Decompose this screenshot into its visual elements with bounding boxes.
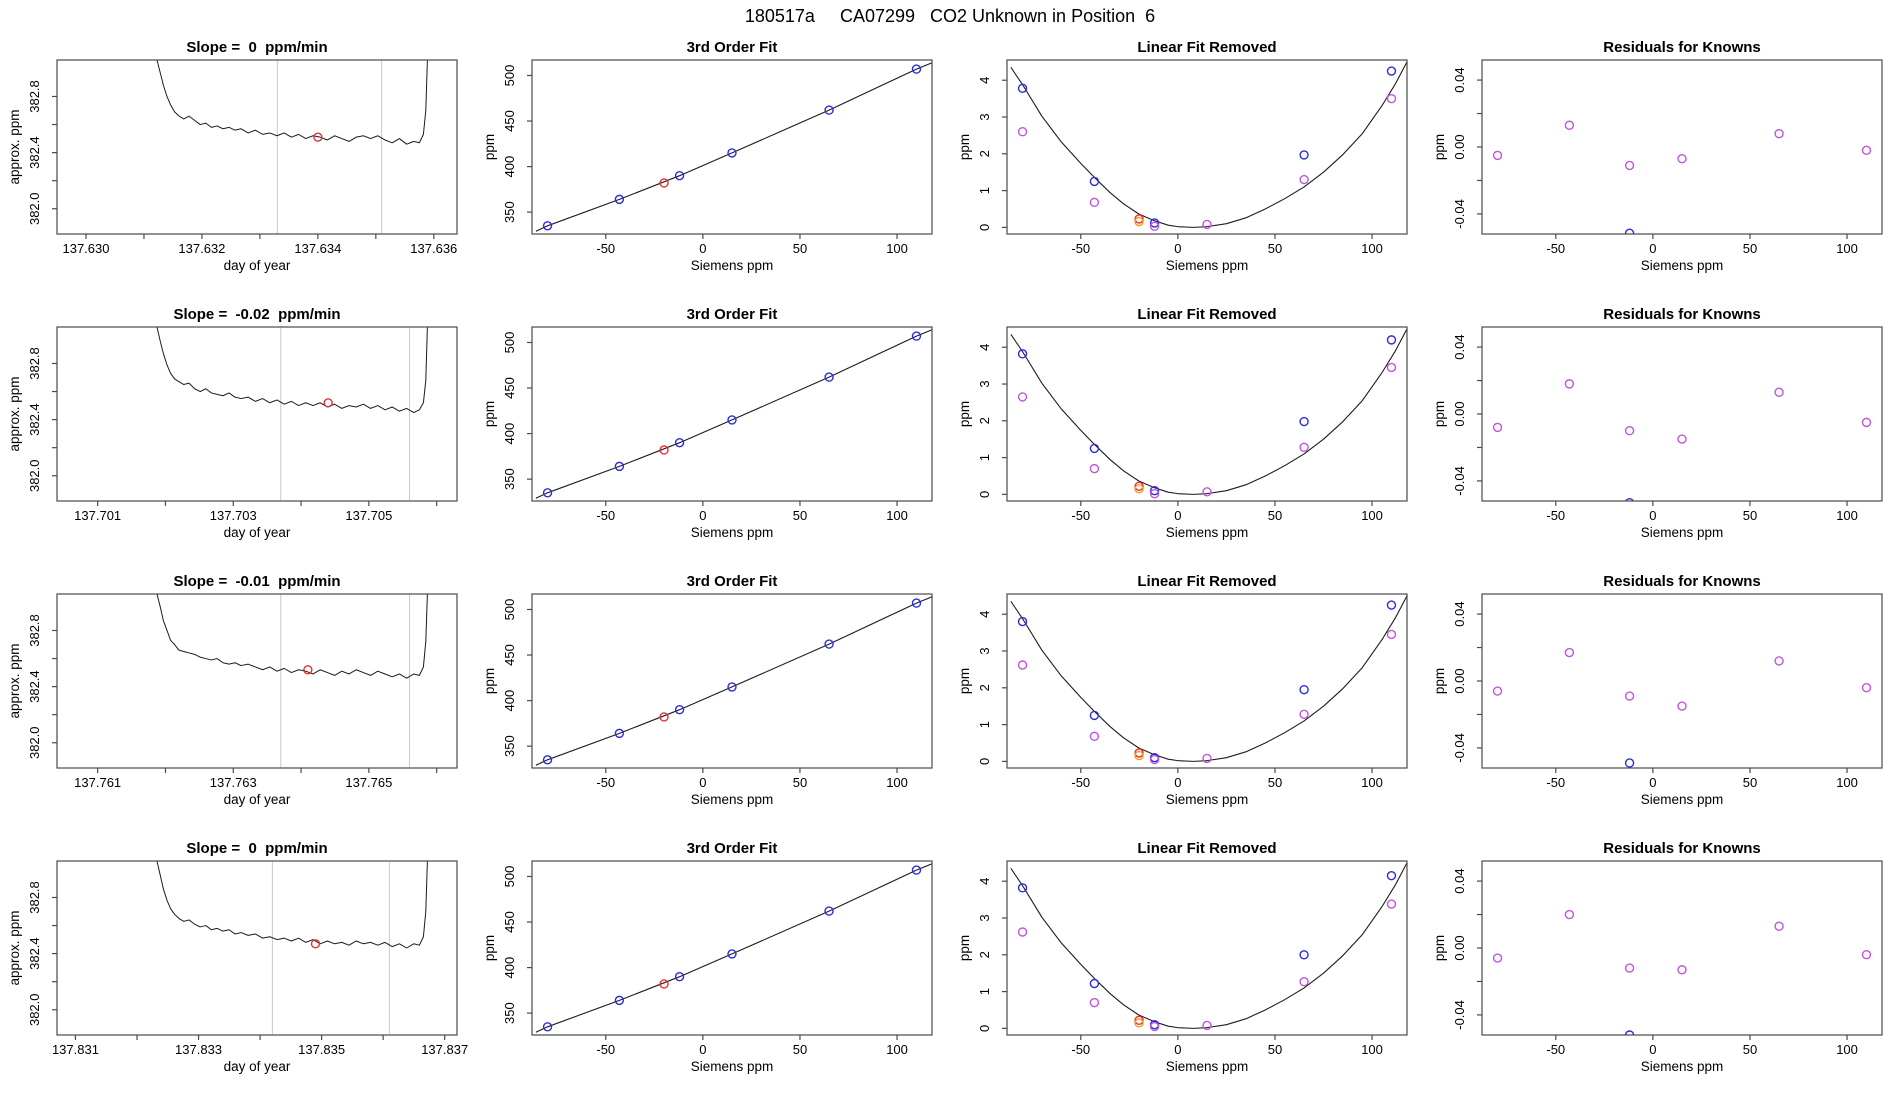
x-tick-label: 137.763 xyxy=(209,775,257,790)
known-corrected-point xyxy=(1090,198,1098,206)
x-tick-label: 100 xyxy=(1361,1042,1383,1057)
sample-marker xyxy=(304,666,312,674)
plot-box xyxy=(57,327,457,501)
signal-trace xyxy=(157,594,427,678)
y-tick-label: 350 xyxy=(502,201,517,223)
x-tick-label: 0 xyxy=(1174,241,1182,256)
plot-box xyxy=(57,60,457,234)
y-tick-label: 500 xyxy=(502,865,517,888)
y-tick-label: 450 xyxy=(502,644,517,666)
y-tick-label: 2 xyxy=(977,684,992,692)
x-axis-label: Siemens ppm xyxy=(1165,1059,1249,1074)
known-point xyxy=(1090,177,1098,185)
known-corrected-point xyxy=(1203,1021,1211,1029)
panel-row4-residuals-for-knowns xyxy=(1425,837,1900,1100)
y-tick-label: 0.00 xyxy=(1452,935,1467,961)
known-corrected-point xyxy=(1019,661,1027,669)
x-axis-label: day of year xyxy=(223,525,291,540)
x-tick-label: 137.831 xyxy=(51,1042,99,1057)
plot-box xyxy=(1007,861,1407,1035)
y-tick-label: 0.04 xyxy=(1452,67,1467,93)
known-point xyxy=(1387,67,1395,75)
x-tick-label: 50 xyxy=(1742,775,1758,790)
signal-trace xyxy=(157,60,427,144)
x-axis-label: Siemens ppm xyxy=(690,1059,774,1074)
plot-box xyxy=(1482,60,1882,234)
known-point xyxy=(1090,711,1098,719)
y-axis-label: approx. ppm xyxy=(7,376,22,452)
x-tick-label: 0 xyxy=(1649,508,1657,523)
fit-line xyxy=(536,330,932,499)
plot-box xyxy=(532,60,932,234)
known-point xyxy=(1387,601,1395,609)
residual-point xyxy=(1862,146,1870,154)
x-tick-label: 100 xyxy=(886,1042,908,1057)
known-corrected-point xyxy=(1387,900,1395,908)
y-tick-label: 450 xyxy=(502,110,517,132)
x-tick-label: 137.761 xyxy=(74,775,122,790)
x-tick-label: 0 xyxy=(1649,1042,1657,1057)
y-tick-label: 382.8 xyxy=(27,614,42,647)
residual-point xyxy=(1494,954,1502,962)
x-tick-label: -50 xyxy=(1546,508,1566,523)
known-corrected-point xyxy=(1090,999,1098,1007)
panel-row3-linear-fit-removed xyxy=(950,570,1425,837)
x-axis-label: day of year xyxy=(223,258,291,273)
x-tick-label: 137.701 xyxy=(74,508,122,523)
x-tick-label: 0 xyxy=(1649,775,1657,790)
x-tick-label: -50 xyxy=(596,775,616,790)
y-tick-label: 2 xyxy=(977,150,992,158)
residual-point xyxy=(1494,423,1502,431)
x-tick-label: 137.705 xyxy=(345,508,393,523)
y-tick-label: 382.4 xyxy=(27,670,42,703)
plot-box xyxy=(57,594,457,768)
y-tick-label: 382.4 xyxy=(27,937,42,970)
known-corrected-point xyxy=(1203,488,1211,496)
y-axis-label: ppm xyxy=(957,400,972,428)
residual-point xyxy=(1862,951,1870,959)
y-tick-label: 0.04 xyxy=(1452,334,1467,360)
sample-marker xyxy=(324,399,332,407)
residual-outlier-point xyxy=(1626,759,1634,767)
plot-box xyxy=(532,861,932,1035)
known-corrected-point xyxy=(1019,928,1027,936)
panel-row4-3rd-order-fit xyxy=(475,837,950,1100)
y-tick-label: -0.04 xyxy=(1452,466,1467,496)
y-tick-label: 1 xyxy=(977,453,992,462)
x-tick-label: -50 xyxy=(1071,241,1091,256)
x-axis-label: Siemens ppm xyxy=(1640,258,1724,273)
x-axis-label: day of year xyxy=(223,792,291,807)
residual-outlier-point xyxy=(1626,229,1634,237)
x-tick-label: -50 xyxy=(1071,775,1091,790)
panel-title: Linear Fit Removed xyxy=(1137,573,1277,590)
y-tick-label: 382.8 xyxy=(27,80,42,113)
fit-line xyxy=(536,63,932,232)
y-axis-label: approx. ppm xyxy=(7,643,22,719)
x-tick-label: 0 xyxy=(699,775,707,790)
panel-row2-timeseries xyxy=(0,303,475,570)
residual-point xyxy=(1775,922,1783,930)
y-tick-label: -0.04 xyxy=(1452,199,1467,229)
y-tick-label: 3 xyxy=(977,647,992,655)
x-tick-label: 50 xyxy=(1742,508,1758,523)
panel-row3-timeseries xyxy=(0,570,475,837)
y-tick-label: 0 xyxy=(977,223,992,231)
panel-row3-residuals-for-knowns xyxy=(1425,570,1900,837)
residual-point xyxy=(1775,388,1783,396)
x-tick-label: 100 xyxy=(1361,775,1383,790)
panel-title: 3rd Order Fit xyxy=(686,573,778,590)
plot-grid xyxy=(0,36,1900,1100)
residual-point xyxy=(1565,380,1573,388)
known-corrected-point xyxy=(1203,754,1211,762)
x-tick-label: 0 xyxy=(1174,775,1182,790)
x-tick-label: -50 xyxy=(596,508,616,523)
y-tick-label: 382.0 xyxy=(27,192,42,226)
y-tick-label: 382.4 xyxy=(27,136,42,169)
x-tick-label: 0 xyxy=(1174,1042,1182,1057)
y-axis-label: ppm xyxy=(482,934,497,962)
residual-point xyxy=(1678,435,1686,443)
known-corrected-point xyxy=(1387,95,1395,103)
y-axis-label: approx. ppm xyxy=(7,109,22,185)
x-tick-label: 50 xyxy=(1742,241,1758,256)
panel-title: Slope = 0 ppm/min xyxy=(186,840,328,857)
y-tick-label: 2 xyxy=(977,417,992,425)
x-tick-label: 100 xyxy=(1361,241,1383,256)
y-tick-label: 350 xyxy=(502,468,517,490)
x-axis-label: Siemens ppm xyxy=(1640,1059,1724,1074)
x-tick-label: 0 xyxy=(699,508,707,523)
x-tick-label: 0 xyxy=(1174,508,1182,523)
panel-row2-residuals-for-knowns xyxy=(1425,303,1900,570)
x-tick-label: 137.630 xyxy=(62,241,110,256)
residual-curve xyxy=(1011,62,1407,228)
residual-point xyxy=(1626,161,1634,169)
panel-row4-linear-fit-removed xyxy=(950,837,1425,1100)
residual-curve xyxy=(1011,596,1407,762)
x-tick-label: -50 xyxy=(1546,241,1566,256)
x-axis-label: Siemens ppm xyxy=(1165,792,1249,807)
y-tick-label: 4 xyxy=(977,343,992,351)
x-tick-label: 100 xyxy=(886,508,908,523)
y-tick-label: -0.04 xyxy=(1452,1000,1467,1030)
known-corrected-point xyxy=(1090,732,1098,740)
y-tick-label: 0.04 xyxy=(1452,601,1467,627)
y-tick-label: 400 xyxy=(502,689,517,712)
y-tick-label: 3 xyxy=(977,380,992,388)
page-title: 180517a CA07299 CO2 Unknown in Position 6 xyxy=(744,6,1156,26)
x-tick-label: 137.835 xyxy=(298,1042,346,1057)
y-axis-label: ppm xyxy=(957,133,972,161)
x-tick-label: 0 xyxy=(699,1042,707,1057)
x-tick-label: 50 xyxy=(792,241,808,256)
panel-title: Residuals for Knowns xyxy=(1603,306,1761,323)
known-point xyxy=(1387,336,1395,344)
x-axis-label: day of year xyxy=(223,1059,291,1074)
residual-point xyxy=(1775,657,1783,665)
panel-title: Slope = 0 ppm/min xyxy=(186,39,328,56)
y-tick-label: 4 xyxy=(977,610,992,618)
residual-point xyxy=(1494,151,1502,159)
known-corrected-point xyxy=(1387,363,1395,371)
y-tick-label: 0.00 xyxy=(1452,401,1467,427)
panel-row3-3rd-order-fit xyxy=(475,570,950,837)
y-axis-label: approx. ppm xyxy=(7,910,22,986)
y-axis-label: ppm xyxy=(1432,667,1447,695)
panel-title: Slope = -0.02 ppm/min xyxy=(173,306,341,323)
known-point xyxy=(1300,686,1308,694)
residual-point xyxy=(1626,964,1634,972)
panel-title: Linear Fit Removed xyxy=(1137,39,1277,56)
panel-row2-linear-fit-removed xyxy=(950,303,1425,570)
panel-title: 3rd Order Fit xyxy=(686,840,778,857)
y-axis-label: ppm xyxy=(1432,400,1447,428)
y-tick-label: 382.8 xyxy=(27,881,42,914)
panel-row1-3rd-order-fit xyxy=(475,36,950,303)
plot-box xyxy=(1007,594,1407,768)
y-tick-label: 0 xyxy=(977,757,992,765)
x-tick-label: 50 xyxy=(792,508,808,523)
x-tick-label: 50 xyxy=(792,1042,808,1057)
x-axis-label: Siemens ppm xyxy=(690,792,774,807)
y-tick-label: 350 xyxy=(502,735,517,757)
x-tick-label: 137.765 xyxy=(345,775,393,790)
residual-point xyxy=(1678,702,1686,710)
known-corrected-point xyxy=(1300,176,1308,184)
y-tick-label: 500 xyxy=(502,331,517,354)
y-axis-label: ppm xyxy=(482,133,497,161)
y-axis-label: ppm xyxy=(482,667,497,695)
x-tick-label: 50 xyxy=(1267,1042,1283,1057)
residual-point xyxy=(1565,121,1573,129)
y-tick-label: 0.00 xyxy=(1452,134,1467,160)
known-corrected-point xyxy=(1300,978,1308,986)
plot-box xyxy=(532,594,932,768)
known-point xyxy=(1090,444,1098,452)
known-corrected-point xyxy=(1019,393,1027,401)
plot-box xyxy=(1007,327,1407,501)
known-corrected-point xyxy=(1090,465,1098,473)
residual-curve xyxy=(1011,329,1407,495)
y-tick-label: 500 xyxy=(502,64,517,87)
plot-box xyxy=(1482,594,1882,768)
y-tick-label: 2 xyxy=(977,951,992,959)
panel-title: Residuals for Knowns xyxy=(1603,39,1761,56)
signal-trace xyxy=(157,861,427,948)
x-tick-label: 50 xyxy=(792,775,808,790)
residual-point xyxy=(1862,418,1870,426)
y-tick-label: 0 xyxy=(977,490,992,498)
x-tick-label: -50 xyxy=(596,241,616,256)
residual-point xyxy=(1565,649,1573,657)
known-corrected-point xyxy=(1019,128,1027,136)
y-tick-label: 382.0 xyxy=(27,993,42,1027)
y-axis-label: ppm xyxy=(482,400,497,428)
panel-row2-3rd-order-fit xyxy=(475,303,950,570)
known-corrected-point xyxy=(1203,220,1211,228)
y-tick-label: 0.04 xyxy=(1452,868,1467,894)
y-tick-label: 1 xyxy=(977,720,992,729)
x-tick-label: 137.632 xyxy=(178,241,226,256)
y-tick-label: 450 xyxy=(502,911,517,933)
x-axis-label: Siemens ppm xyxy=(690,258,774,273)
y-tick-label: -0.04 xyxy=(1452,733,1467,763)
x-axis-label: Siemens ppm xyxy=(1165,258,1249,273)
panel-title: Residuals for Knowns xyxy=(1603,840,1761,857)
y-tick-label: 400 xyxy=(502,956,517,979)
y-tick-label: 4 xyxy=(977,76,992,84)
x-tick-label: 100 xyxy=(886,775,908,790)
known-point xyxy=(1300,418,1308,426)
x-axis-label: Siemens ppm xyxy=(690,525,774,540)
y-tick-label: 382.0 xyxy=(27,459,42,493)
plot-box xyxy=(1482,327,1882,501)
y-tick-label: 382.8 xyxy=(27,347,42,380)
x-axis-label: Siemens ppm xyxy=(1640,792,1724,807)
residual-point xyxy=(1775,130,1783,138)
residual-point xyxy=(1678,966,1686,974)
known-point xyxy=(1090,979,1098,987)
x-tick-label: 137.833 xyxy=(175,1042,223,1057)
y-tick-label: 0 xyxy=(977,1024,992,1032)
known-point xyxy=(1300,951,1308,959)
panel-title: 3rd Order Fit xyxy=(686,39,778,56)
x-tick-label: 100 xyxy=(1361,508,1383,523)
panel-title: 3rd Order Fit xyxy=(686,306,778,323)
residual-point xyxy=(1626,692,1634,700)
y-tick-label: 382.4 xyxy=(27,403,42,436)
y-tick-label: 1 xyxy=(977,987,992,996)
y-axis-label: ppm xyxy=(957,934,972,962)
y-tick-label: 382.0 xyxy=(27,726,42,760)
x-tick-label: 0 xyxy=(1649,241,1657,256)
residual-outlier-point xyxy=(1626,499,1634,507)
y-tick-label: 3 xyxy=(977,113,992,121)
panel-row1-residuals-for-knowns xyxy=(1425,36,1900,303)
residual-curve xyxy=(1011,863,1407,1029)
known-corrected-point xyxy=(1300,710,1308,718)
x-tick-label: 100 xyxy=(886,241,908,256)
x-tick-label: 137.703 xyxy=(209,508,257,523)
panel-title: Linear Fit Removed xyxy=(1137,306,1277,323)
x-tick-label: 100 xyxy=(1836,241,1858,256)
known-corrected-point xyxy=(1300,443,1308,451)
x-tick-label: 0 xyxy=(699,241,707,256)
y-tick-label: 4 xyxy=(977,877,992,885)
residual-point xyxy=(1565,911,1573,919)
y-tick-label: 400 xyxy=(502,155,517,178)
panel-row4-timeseries xyxy=(0,837,475,1100)
panel-title: Residuals for Knowns xyxy=(1603,573,1761,590)
known-corrected-point xyxy=(1387,630,1395,638)
x-tick-label: 137.636 xyxy=(410,241,458,256)
x-axis-label: Siemens ppm xyxy=(1165,525,1249,540)
residual-point xyxy=(1494,687,1502,695)
y-tick-label: 1 xyxy=(977,186,992,195)
plot-box xyxy=(532,327,932,501)
x-tick-label: -50 xyxy=(1546,1042,1566,1057)
x-tick-label: 50 xyxy=(1267,775,1283,790)
y-tick-label: 400 xyxy=(502,422,517,445)
plot-box xyxy=(1007,60,1407,234)
fit-line xyxy=(536,597,932,766)
y-axis-label: ppm xyxy=(1432,133,1447,161)
y-tick-label: 500 xyxy=(502,598,517,621)
known-point xyxy=(1300,151,1308,159)
x-tick-label: 50 xyxy=(1267,508,1283,523)
x-tick-label: 100 xyxy=(1836,1042,1858,1057)
panel-row1-timeseries xyxy=(0,36,475,303)
panel-row1-linear-fit-removed xyxy=(950,36,1425,303)
plot-box xyxy=(57,861,457,1035)
known-point xyxy=(1387,872,1395,880)
plot-box xyxy=(1482,861,1882,1035)
residual-point xyxy=(1862,684,1870,692)
x-tick-label: 100 xyxy=(1836,775,1858,790)
x-axis-label: Siemens ppm xyxy=(1640,525,1724,540)
y-tick-label: 0.00 xyxy=(1452,668,1467,694)
y-tick-label: 3 xyxy=(977,914,992,922)
x-tick-label: -50 xyxy=(1546,775,1566,790)
x-tick-label: -50 xyxy=(1071,1042,1091,1057)
x-tick-label: 137.837 xyxy=(421,1042,469,1057)
signal-trace xyxy=(157,327,427,413)
panel-title: Linear Fit Removed xyxy=(1137,840,1277,857)
residual-point xyxy=(1678,155,1686,163)
x-tick-label: -50 xyxy=(1071,508,1091,523)
x-tick-label: 50 xyxy=(1742,1042,1758,1057)
residual-point xyxy=(1626,427,1634,435)
y-tick-label: 350 xyxy=(502,1002,517,1024)
y-axis-label: ppm xyxy=(1432,934,1447,962)
y-tick-label: 450 xyxy=(502,377,517,399)
y-axis-label: ppm xyxy=(957,667,972,695)
x-tick-label: 50 xyxy=(1267,241,1283,256)
fit-line xyxy=(536,864,932,1033)
panel-title: Slope = -0.01 ppm/min xyxy=(173,573,341,590)
x-tick-label: 100 xyxy=(1836,508,1858,523)
x-tick-label: 137.634 xyxy=(294,241,342,256)
x-tick-label: -50 xyxy=(596,1042,616,1057)
